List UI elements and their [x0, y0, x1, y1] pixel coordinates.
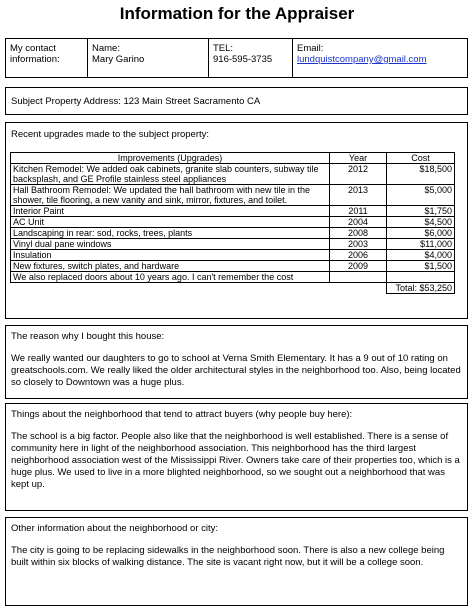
tel-label: TEL: — [213, 43, 234, 54]
cell-improvement: Landscaping in rear: sod, rocks, trees, plants — [11, 228, 330, 239]
table-row — [11, 250, 455, 261]
cell-year: 2012 — [330, 164, 387, 185]
cell-cost: $5,000 — [387, 185, 455, 206]
table-row — [11, 239, 455, 250]
name-value: Mary Garino — [92, 54, 145, 65]
cell-cost: $4,500 — [387, 217, 455, 228]
table-row — [11, 185, 455, 206]
attractions-label: Things about the neighborhood that tend to attract buyers (why people buy here): — [11, 409, 353, 420]
cell-year: 2013 — [330, 185, 387, 206]
reason-section — [5, 325, 468, 399]
email-cell — [293, 39, 467, 77]
tel-value: 916-595-3735 — [213, 54, 273, 65]
cell-cost: $18,500 — [387, 164, 455, 185]
neighborhood-attractions-section — [5, 403, 468, 511]
cell-improvement: Kitchen Remodel: We added oak cabinets, granite slab counters, subway tile backsplash, and GE Profile stainless steel appliances — [11, 164, 330, 185]
table-row — [11, 261, 455, 272]
cell-year: 2004 — [330, 217, 387, 228]
reason-text: We really wanted our daughters to go to school at Verna Smith Elementary. It has a 9 out of 10 rating on greatschools.com. We really liked the older architectural styles in the neighborhood too. Also, being located so closely to Downtown was a huge plus. — [11, 353, 461, 388]
page-title: Information for the Appraiser — [119, 4, 355, 23]
cell-improvement: Vinyl dual pane windows — [11, 239, 330, 250]
cell-year: 2006 — [330, 250, 387, 261]
cell-year: 2003 — [330, 239, 387, 250]
upgrades-table — [10, 152, 455, 294]
name-label: Name: — [92, 43, 120, 54]
header-year: Year — [330, 153, 387, 164]
subject-address: Subject Property Address: 123 Main Street Sacramento CA — [5, 87, 468, 115]
cell-year: 2009 — [330, 261, 387, 272]
name-cell — [88, 39, 209, 77]
contact-section — [5, 38, 468, 78]
cell-improvement: Hall Bathroom Remodel: We updated the hall bathroom with new tile in the shower, tile flooring, a new vanity and sink, mirror, fixtures, and toilet. — [11, 185, 330, 206]
cell-improvement: New fixtures, switch plates, and hardware — [11, 261, 330, 272]
cell-improvement: We also replaced doors about 10 years ago. I can't remember the cost — [11, 272, 330, 283]
header-cost: Cost — [387, 153, 455, 164]
header-improvement: Improvements (Upgrades) — [11, 153, 330, 164]
other-label: Other information about the neighborhood or city: — [11, 523, 219, 534]
cell-improvement: Insulation — [11, 250, 330, 261]
table-row — [11, 217, 455, 228]
table-row — [11, 164, 455, 185]
cell-cost — [387, 272, 455, 283]
cell-improvement: Interior Paint — [11, 206, 330, 217]
cell-cost: $11,000 — [387, 239, 455, 250]
cell-cost: $4,000 — [387, 250, 455, 261]
table-row — [11, 272, 455, 283]
email-link[interactable]: lundquistcompany@gmail.com — [297, 54, 427, 65]
other-text: The city is going to be replacing sidewalks in the neighborhood soon. There is also a new college being built within six blocks of walking distance. The site is vacant right now, but it will be a college soon. — [11, 545, 445, 568]
table-row — [11, 206, 455, 217]
email-label: Email: — [297, 43, 324, 54]
contact-label: My contact information: — [6, 39, 88, 77]
cell-year — [330, 272, 387, 283]
cell-year: 2008 — [330, 228, 387, 239]
cell-improvement: AC Unit — [11, 217, 330, 228]
reason-label: The reason why I bought this house: — [11, 331, 165, 342]
upgrades-intro: Recent upgrades made to the subject property: — [11, 129, 210, 140]
cell-cost: $1,500 — [387, 261, 455, 272]
total-cost: Total: $53,250 — [387, 283, 455, 294]
tel-cell — [209, 39, 293, 77]
table-row — [11, 228, 455, 239]
cell-cost: $1,750 — [387, 206, 455, 217]
other-info-section — [5, 517, 468, 606]
attractions-text: The school is a big factor. People also like that the neighborhood is well established. There is a sense of community here in light of the neighborhood association. This neighborhood has the third largest neighborhood association west of the Mississippi River. Owners take care of their properties too, which is a huge plus. We used to live in a more blighted neighborhood, so we sought out a neighborhood that was kept up. — [11, 431, 460, 490]
cell-cost: $6,000 — [387, 228, 455, 239]
cell-year: 2011 — [330, 206, 387, 217]
upgrades-section — [5, 122, 468, 319]
